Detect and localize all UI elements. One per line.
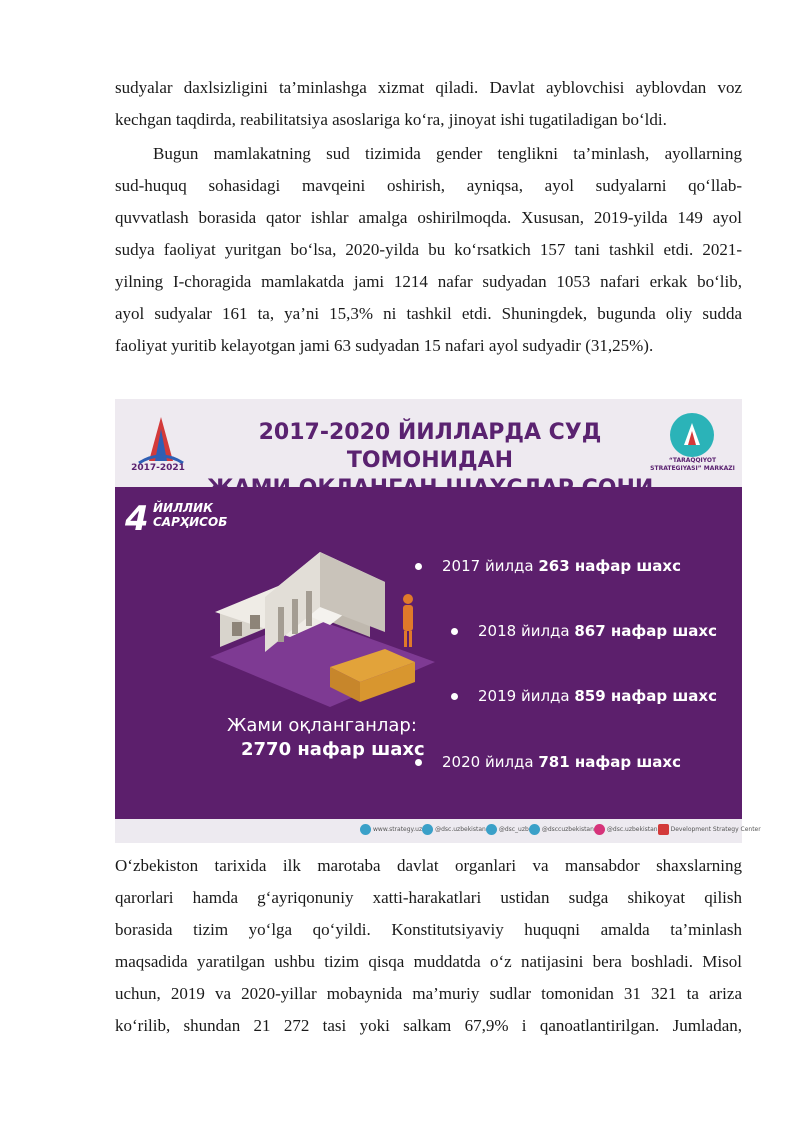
text-line: O‘zbekiston tarixida ilk marotaba davlat organlari va mansabdor shaxslarning bbox=[115, 856, 742, 875]
text-line: sudyalar daxlsizligini ta’minlashga xizmat qiladi. Davlat ayblovchisi ayblovdan voz bbox=[115, 78, 742, 97]
bullet-icon bbox=[415, 563, 422, 570]
stat-year: 2018 йилда bbox=[478, 622, 570, 640]
stat-2018 bbox=[451, 622, 717, 640]
text-line: sud-huquq sohasidagi mavqeini oshirish, ayniqsa, ayol sudyalarni qo‘llab- bbox=[115, 176, 742, 195]
footer-text: Development Strategy Center bbox=[670, 826, 761, 833]
stat-value: 781 нафар шахс bbox=[538, 753, 681, 771]
bullet-icon bbox=[451, 628, 458, 635]
instagram-icon bbox=[594, 824, 605, 835]
text-line: Bugun mamlakatning sud tizimida gender tenglikni ta’minlash, ayollarning bbox=[153, 144, 742, 163]
text-line: ayol sudyalar 161 ta, ya’ni 15,3% ni tashkil etdi. Shuningdek, bugunda oliy sudda bbox=[115, 304, 742, 323]
infographic-body bbox=[115, 487, 742, 819]
stat-value: 263 нафар шахс bbox=[538, 557, 681, 575]
infographic-header bbox=[115, 399, 742, 487]
text-line: kechgan taqdirda, reabilitatsiya asoslariga ko‘ra, jinoyat ishi tugatiladigan bo‘ldi. bbox=[115, 110, 667, 129]
title-line-1: 2017-2020 ЙИЛЛАРДА СУД ТОМОНИДАН bbox=[258, 420, 602, 473]
total-label: Жами оқланганлар: bbox=[227, 715, 417, 736]
telegram-icon bbox=[422, 824, 433, 835]
years-number: 4 bbox=[125, 499, 149, 539]
footer-text: @dsc_uzb bbox=[498, 826, 529, 833]
text-line: borasida tizim yo‘lga qo‘yildi. Konstitutsiyaviy huquqni amalda ta’minlash bbox=[115, 920, 742, 939]
footer-item bbox=[486, 824, 529, 835]
stat-year: 2017 йилда bbox=[442, 557, 534, 575]
stat-2017 bbox=[415, 557, 681, 575]
bullet-icon bbox=[451, 693, 458, 700]
years-label bbox=[153, 501, 227, 529]
footer-item bbox=[422, 824, 486, 835]
text-line: sudya faoliyat yuritgan bo‘lsa, 2020-yilda bu ko‘rsatkich 157 tani tashkil etdi. 2021- bbox=[115, 240, 742, 259]
text-line: yilning I-choragida mamlakatda jami 1214 nafar sudyadan 1053 nafari erkak bo‘lib, bbox=[115, 272, 742, 291]
footer-text: www.strategy.uz bbox=[373, 826, 423, 833]
paragraph-2 bbox=[115, 138, 742, 362]
youtube-icon bbox=[658, 824, 669, 835]
text-line: faoliyat yuritib kelayotgan jami 63 sudyadan 15 nafari ayol sudyadir (31,25%). bbox=[115, 336, 654, 355]
years-label-line: САРҲИСОБ bbox=[153, 515, 228, 529]
footer-item bbox=[360, 824, 422, 835]
text-line: uchun, 2019 va 2020-yillar mobaynida ma’muriy sudlar tomonidan 31 321 ta ariza bbox=[115, 984, 742, 1003]
center-logo-label: “TARAQQIYOT STRATEGIYASI” MARKAZI bbox=[650, 457, 735, 472]
infographic bbox=[115, 399, 761, 843]
years-label-line: ЙИЛЛИК bbox=[153, 501, 213, 515]
paragraph-1 bbox=[115, 72, 742, 136]
footer-text: @dsc.uzbekistan bbox=[435, 826, 486, 833]
text-line: quvvatlash borasida qator ishlar amalga oshirilmoqda. Xususan, 2019-yilda 149 ayol bbox=[115, 208, 742, 227]
infographic-footer bbox=[115, 819, 761, 843]
social-links bbox=[360, 824, 761, 835]
stat-value: 867 нафар шахс bbox=[574, 622, 717, 640]
center-logo-icon bbox=[670, 413, 714, 457]
footer-text: @dsc.uzbekistan bbox=[606, 826, 658, 833]
bullet-icon bbox=[415, 759, 422, 766]
logo-year-label: 2017-2021 bbox=[131, 463, 185, 473]
text-line: ko‘rilib, shundan 21 272 tasi yoki salkam 67,9% i qanoatlantirilgan. Jumladan, bbox=[115, 1016, 742, 1035]
telegram-icon bbox=[529, 824, 540, 835]
stat-2020 bbox=[415, 753, 681, 771]
footer-item bbox=[658, 824, 761, 835]
text-line: maqsadida yaratilgan ushbu tizim qisqa muddatda o‘z natijasini bera boshladi. Misol bbox=[115, 952, 742, 971]
stat-year: 2020 йилда bbox=[442, 753, 534, 771]
web-icon bbox=[360, 824, 371, 835]
text-line: qarorlari hamda g‘ayriqonuniy xatti-harakatlari ustidan sudga shikoyat qilish bbox=[115, 888, 742, 907]
footer-item bbox=[529, 824, 594, 835]
total-value: 2770 нафар шахс bbox=[241, 739, 425, 760]
paragraph-3 bbox=[115, 850, 742, 1042]
twitter-icon bbox=[486, 824, 497, 835]
stat-value: 859 нафар шахс bbox=[574, 687, 717, 705]
footer-text: @dsccuzbekistan bbox=[541, 826, 594, 833]
footer-item bbox=[594, 824, 658, 835]
courthouse-illustration bbox=[210, 537, 440, 712]
stat-2019 bbox=[451, 687, 717, 705]
stat-year: 2019 йилда bbox=[478, 687, 570, 705]
